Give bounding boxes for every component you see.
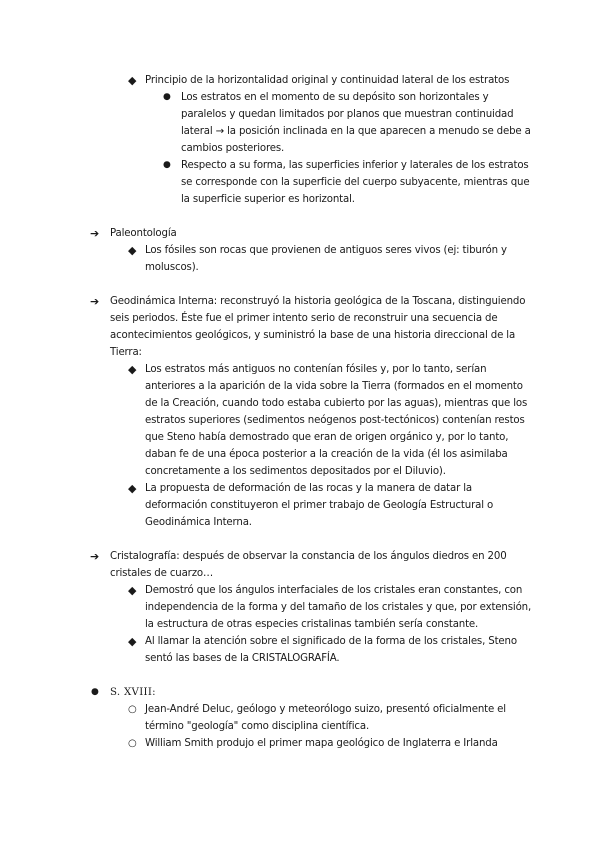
- diamond-bullet-icon: ◆: [128, 584, 137, 597]
- cristalografia-title-line-1: Cristalografía: después de observar la constancia de los ángulos diedros en 200: [110, 551, 507, 562]
- arrow-bullet-icon: ➔: [90, 295, 100, 308]
- principio-point-1-line-3: lateral → la posición inclinada en la que aparecen a menudo se debe a: [181, 126, 531, 137]
- arrow-bullet-icon: ➔: [90, 550, 100, 563]
- geodinamica-title-line-2: seis periodos. Éste fue el primer intento serio de reconstruir una secuencia de: [110, 313, 498, 324]
- cristalografia-point-1-line-3: la estructura de otras especies cristalinas también sería constante.: [145, 619, 479, 630]
- cristalografia-point-2-line-2: sentó las bases de la CRISTALOGRAFÍA.: [145, 653, 340, 664]
- cristalografia-point-1-line-1: Demostró que los ángulos interfaciales de los cristales eran constantes, con: [145, 585, 523, 596]
- dot-bullet-icon: ●: [163, 160, 171, 170]
- geodinamica-point-1-line-4: estratos superiores (sedimentos neógenos post-tectónicos) contenían restos: [145, 415, 525, 426]
- diamond-bullet-icon: ◆: [128, 244, 137, 257]
- cristalografia-point-1-line-2: independencia de la forma y del tamaño de los cristales y que, por extensión,: [145, 602, 532, 613]
- principio-point-1-line-4: cambios posteriores.: [181, 143, 285, 154]
- geodinamica-point-1-line-2: anteriores a la aparición de la vida sobre la Tierra (formados en el momento: [145, 381, 523, 392]
- diamond-bullet-icon: ◆: [128, 482, 137, 495]
- paleontologia-point-line-1: Los fósiles son rocas que provienen de antiguos seres vivos (ej: tiburón y: [145, 245, 507, 256]
- paleontologia-title: Paleontología: [110, 228, 177, 239]
- diamond-bullet-icon: ◆: [128, 635, 137, 648]
- geodinamica-point-2-line-3: Geodinámica Interna.: [145, 517, 252, 528]
- arrow-bullet-icon: ➔: [90, 227, 100, 240]
- dot-bullet-icon: ●: [163, 92, 171, 102]
- principio-point-1-line-1: Los estratos en el momento de su depósito son horizontales y: [181, 92, 489, 103]
- paleontologia-point-line-2: moluscos).: [145, 262, 199, 273]
- diamond-bullet-icon: ◆: [128, 74, 137, 87]
- circle-bullet-icon: ○: [128, 738, 137, 749]
- geodinamica-title-line-3: acontecimientos geológicos, y suministró la base de una historia direccional de la: [110, 330, 516, 341]
- geodinamica-point-1-line-5: que Steno había demostrado que eran de origen orgánico y, por lo tanto,: [145, 432, 509, 443]
- geodinamica-point-1-line-1: Los estratos más antiguos no contenían fósiles y, por lo tanto, serían: [145, 364, 487, 375]
- geodinamica-title-line-4: Tierra:: [110, 347, 142, 358]
- cristalografia-point-2-line-1: Al llamar la atención sobre el significado de la forma de los cristales, Steno: [145, 636, 517, 647]
- geodinamica-point-1-line-6: daban fe de una época posterior a la creación de la vida (él los asimilaba: [145, 449, 508, 460]
- geodinamica-point-2-line-2: deformación constituyeron el primer trabajo de Geología Estructural o: [145, 500, 494, 511]
- geodinamica-title-line-1: Geodinámica Interna: reconstruyó la historia geológica de la Toscana, distinguiendo: [110, 296, 526, 307]
- siglo-title: S. XVIII:: [110, 687, 156, 698]
- siglo-point-1-line-2: término "geología" como disciplina científica.: [145, 721, 370, 732]
- cristalografia-title-line-2: cristales de cuarzo…: [110, 568, 214, 579]
- circle-bullet-icon: ○: [128, 704, 137, 715]
- siglo-point-1-line-1: Jean-André Deluc, geólogo y meteorólogo suizo, presentó oficialmente el: [145, 704, 506, 715]
- diamond-bullet-icon: ◆: [128, 363, 137, 376]
- geodinamica-point-1-line-3: de la Creación, cuando todo estaba cubierto por las aguas), mientras que los: [145, 398, 528, 409]
- siglo-point-2-line-1: William Smith produjo el primer mapa geológico de Inglaterra e Irlanda: [145, 738, 498, 749]
- principio-title: Principio de la horizontalidad original y continuidad lateral de los estratos: [145, 75, 510, 86]
- dot-bullet-icon: ●: [91, 687, 99, 697]
- principio-point-1-line-2: paralelos y quedan limitados por planos que muestran continuidad: [181, 109, 514, 120]
- geodinamica-point-2-line-1: La propuesta de deformación de las rocas y la manera de datar la: [145, 483, 472, 494]
- principio-point-2-line-1: Respecto a su forma, las superficies inferior y laterales de los estratos: [181, 160, 529, 171]
- geodinamica-point-1-line-7: concretamente a los sedimentos depositados por el Diluvio).: [145, 466, 446, 477]
- principio-point-2-line-3: la superficie superior es horizontal.: [181, 194, 355, 205]
- principio-point-2-line-2: se corresponde con la superficie del cuerpo subyacente, mientras que: [181, 177, 530, 188]
